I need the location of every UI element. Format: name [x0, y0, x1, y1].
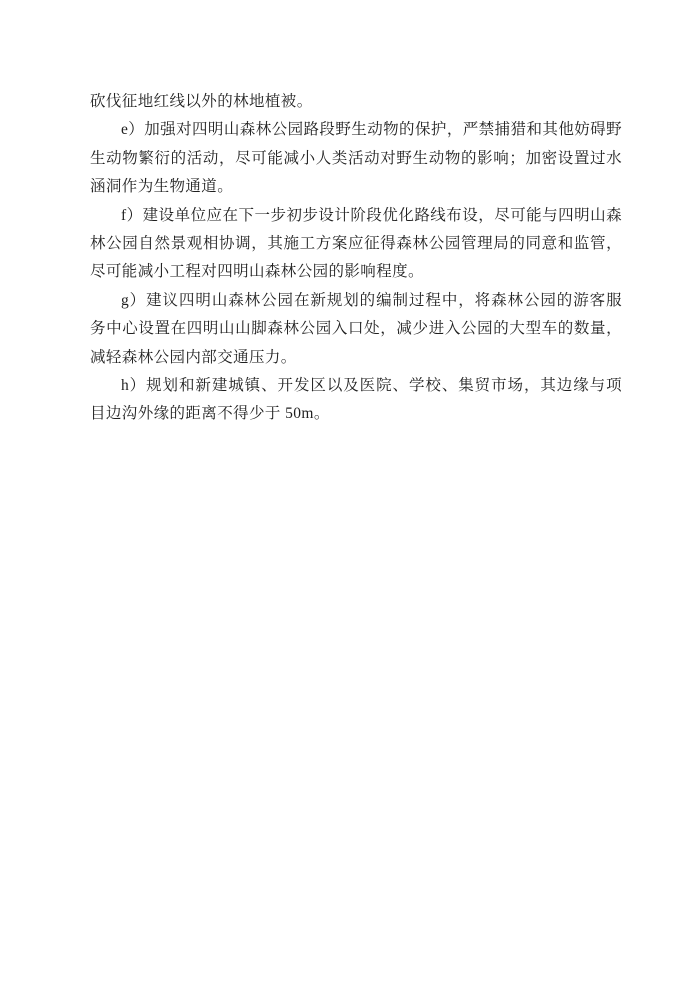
paragraph-item-h: h）规划和新建城镇、开发区以及医院、学校、集贸市场，其边缘与项目边沟外缘的距离不得少于 50m。 [90, 377, 622, 423]
paragraph-item-e: e）加强对四明山森林公园路段野生动物的保护，严禁捕猎和其他妨碍野生动物繁衍的活动，尽可能减小人类活动对野生动物的影响；加密设置过水涵洞作为生物通道。 [90, 121, 622, 196]
paragraph-continuation: 砍伐征地红线以外的林地植被。 [90, 93, 313, 110]
document-content [90, 88, 622, 429]
paragraph-item-g: g）建议四明山森林公园在新规划的编制过程中，将森林公园的游客服务中心设置在四明山山脚森林公园入口处，减少进入公园的大型车的数量，减轻森林公园内部交通压力。 [90, 291, 622, 366]
paragraph-item-f: f）建设单位应在下一步初步设计阶段优化路线布设，尽可能与四明山森林公园自然景观相协调，其施工方案应征得森林公园管理局的同意和监管，尽可能减小工程对四明山森林公园的影响程度。 [90, 206, 622, 281]
